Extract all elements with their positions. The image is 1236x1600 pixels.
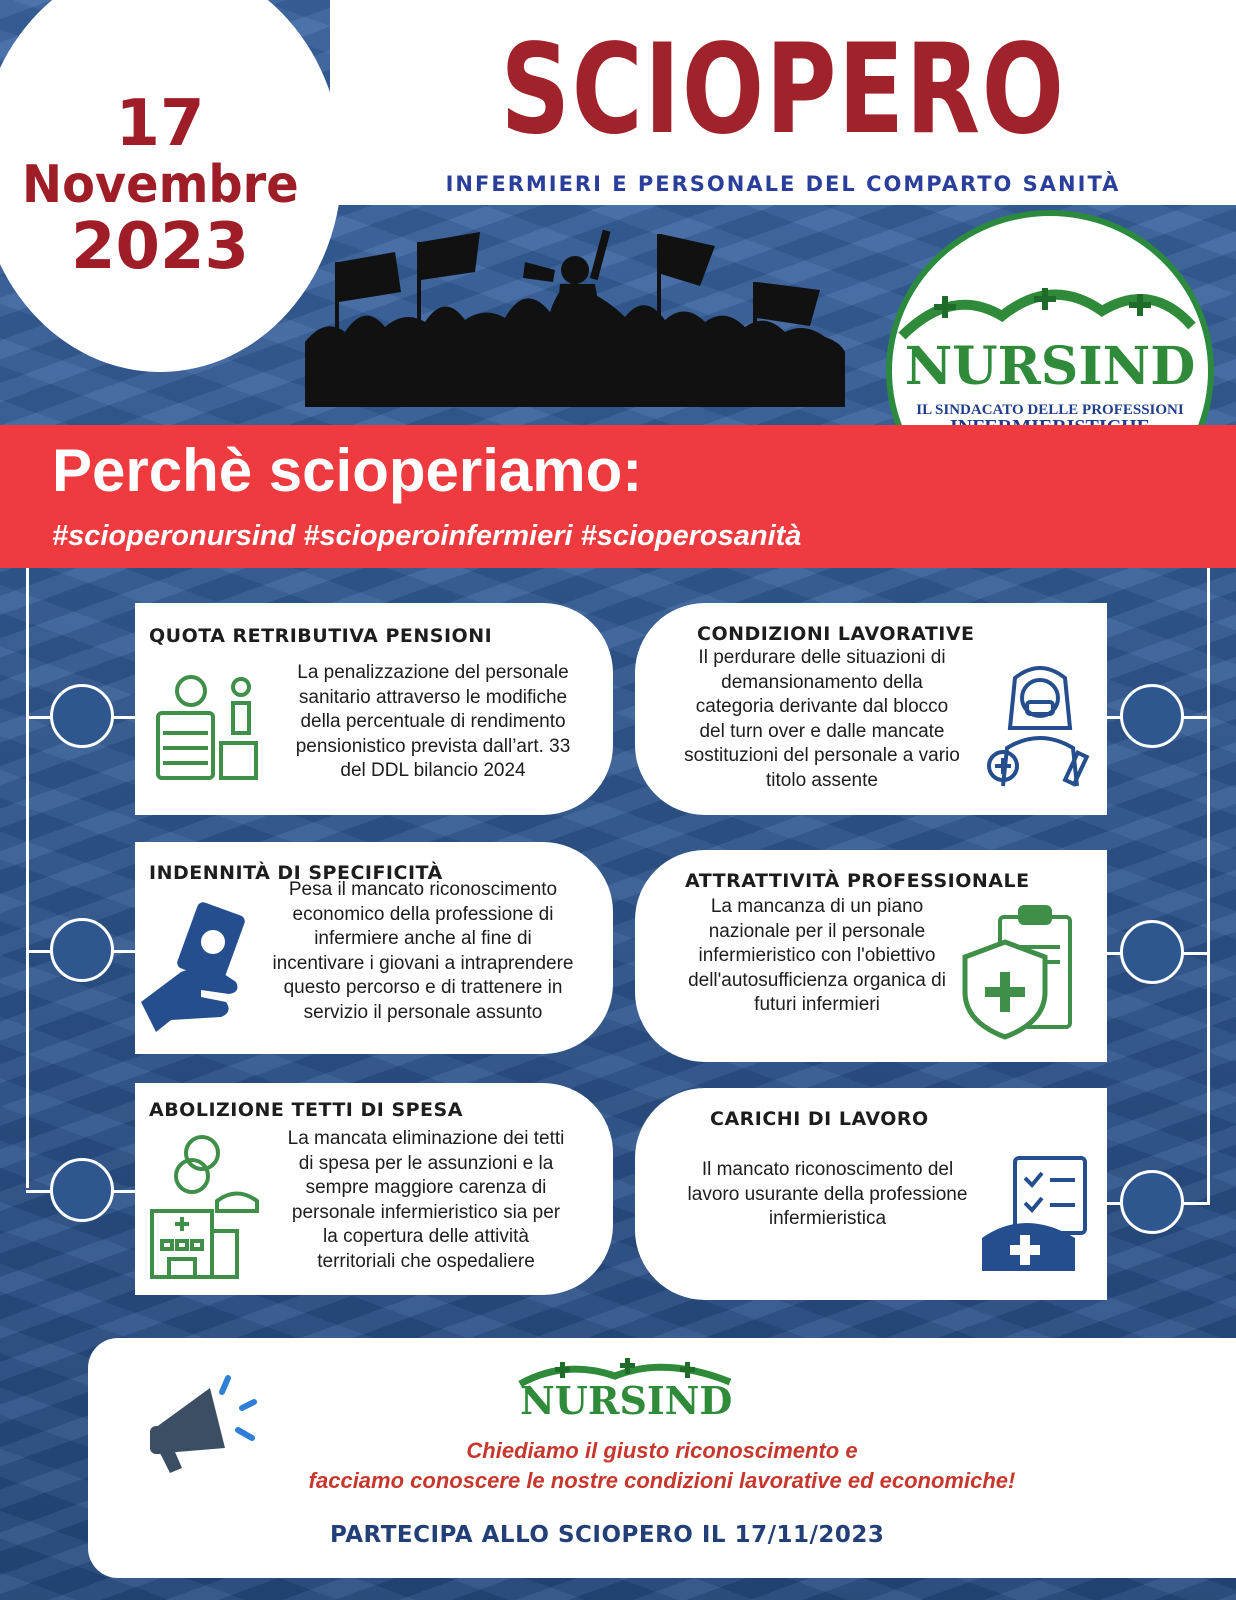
reason-text-line: La mancanza di un piano: [710, 896, 924, 917]
clipboard-shield-icon: [960, 902, 1080, 1042]
reason-text-line: titolo assente: [766, 769, 878, 791]
reason-text-line: incentivare i giovani a intraprendere: [272, 952, 574, 974]
reason-card-spending-caps: [135, 1083, 613, 1295]
reason-text: [657, 646, 987, 793]
date-badge: [0, 0, 342, 372]
reason-text-line: La mancata eliminazione dei tetti: [287, 1128, 565, 1149]
left-connector-ring: [50, 684, 114, 748]
reason-text-line: La penalizzazione del personale: [297, 662, 569, 683]
reason-text: [251, 1127, 601, 1274]
reason-text-line: territoriali che ospedaliere: [317, 1250, 535, 1272]
reason-text-line: categoria derivante dal blocco: [695, 696, 949, 717]
footer-logo-wordmark: NURSIND: [520, 1378, 733, 1423]
logo-tagline-1: IL SINDACATO DELLE PROFESSIONI: [916, 402, 1184, 418]
left-connector-ring: [50, 918, 114, 982]
reason-title: INDENNITÀ DI SPECIFICITÀ: [149, 862, 443, 884]
reason-title: ABOLIZIONE TETTI DI SPESA: [149, 1099, 463, 1121]
date-year: 2023: [70, 209, 250, 284]
reason-text-line: demansionamento della: [721, 671, 923, 693]
date-day: 17: [115, 86, 205, 161]
reason-text-line: sanitario attraverso le modifiche: [298, 686, 568, 708]
reason-text-line: Il mancato riconoscimento del: [701, 1159, 954, 1180]
reason-text-line: dell'autosufficienza organica di: [688, 969, 946, 991]
reason-title: QUOTA RETRIBUTIVA PENSIONI: [149, 625, 493, 647]
reason-text-line: infermiere anche al fine di: [314, 928, 532, 949]
right-connector-line: [1207, 568, 1210, 1203]
reason-card-workload: [635, 1088, 1107, 1300]
reason-text-line: futuri infermieri: [754, 994, 880, 1015]
page-title: SCIOPERO: [500, 18, 1066, 162]
right-connector-ring: [1120, 1170, 1184, 1234]
reason-card-attractiveness: [635, 850, 1107, 1062]
reason-text-line: infermieristico con l'obiettivo: [698, 945, 936, 966]
footer-message-line-1: Chiediamo il giusto riconoscimento e: [466, 1438, 858, 1463]
reason-text-line: personale infermieristico sia per: [291, 1201, 561, 1223]
reason-text-line: del DDL bilancio 2024: [340, 760, 526, 781]
reason-text: [263, 661, 603, 784]
reason-card-pensions: [135, 603, 613, 815]
page-subtitle: INFERMIERI E PERSONALE DEL COMPARTO SANITÀ: [445, 172, 1121, 196]
reason-title: CONDIZIONI LAVORATIVE: [697, 623, 975, 645]
reason-text-line: Pesa il mancato riconoscimento: [288, 879, 558, 900]
footer-message-line-2: facciamo conoscere le nostre condizioni lavorative ed economiche!: [308, 1468, 1016, 1493]
reason-text-line: del turn over e dalle mancate: [699, 720, 945, 742]
reason-text-line: economico della professione di: [292, 903, 554, 925]
reason-text: [657, 895, 977, 1018]
reason-text-line: sempre maggiore carenza di: [305, 1177, 547, 1198]
hand-money-icon: [141, 902, 251, 1032]
reason-text: [655, 1158, 1000, 1232]
reason-text-line: sostituzioni del personale a vario: [684, 745, 960, 766]
reason-text-line: questo percorso e di trattenere in: [283, 977, 563, 998]
reason-text-line: Il perdurare delle situazioni di: [698, 647, 946, 668]
reason-text: [243, 878, 603, 1025]
pension-savings-icon: [153, 673, 263, 783]
left-connector-line: [26, 568, 29, 1188]
hospital-icon: [147, 1131, 267, 1281]
reason-text-line: nazionale per il personale: [708, 920, 926, 942]
reason-text-line: della percentuale di rendimento: [300, 711, 566, 732]
right-connector-ring: [1120, 684, 1184, 748]
banner-title: Perchè scioperiamo:: [52, 437, 643, 504]
reason-text-line: pensionistico prevista dall’art. 33: [295, 735, 571, 757]
logo-wordmark: NURSIND: [904, 336, 1196, 397]
date-month: Novembre: [21, 155, 299, 216]
reason-title: CARICHI DI LAVORO: [710, 1108, 929, 1130]
reason-text-line: infermieristica: [768, 1208, 887, 1229]
footer-call-to-action: PARTECIPA ALLO SCIOPERO IL 17/11/2023: [330, 1522, 885, 1548]
reason-text-line: la copertura delle attività: [323, 1226, 529, 1247]
reason-card-working-conditions: [635, 603, 1107, 815]
left-connector-ring: [50, 1158, 114, 1222]
reason-text-line: di spesa per le assunzioni e la: [298, 1152, 554, 1174]
reason-title: ATTRATTIVITÀ PROFESSIONALE: [685, 870, 1030, 892]
nurse-icon: [985, 658, 1095, 788]
banner-hashtags: #scioperonursind #scioperoinfermieri #scioperosanità: [52, 520, 802, 552]
reason-card-specificity: [135, 842, 613, 1054]
reason-text-line: lavoro usurante della professione: [687, 1183, 968, 1205]
protest-crowd-icon: [305, 222, 845, 407]
right-connector-ring: [1120, 920, 1184, 984]
reason-text-line: servizio il personale assunto: [303, 1001, 543, 1023]
